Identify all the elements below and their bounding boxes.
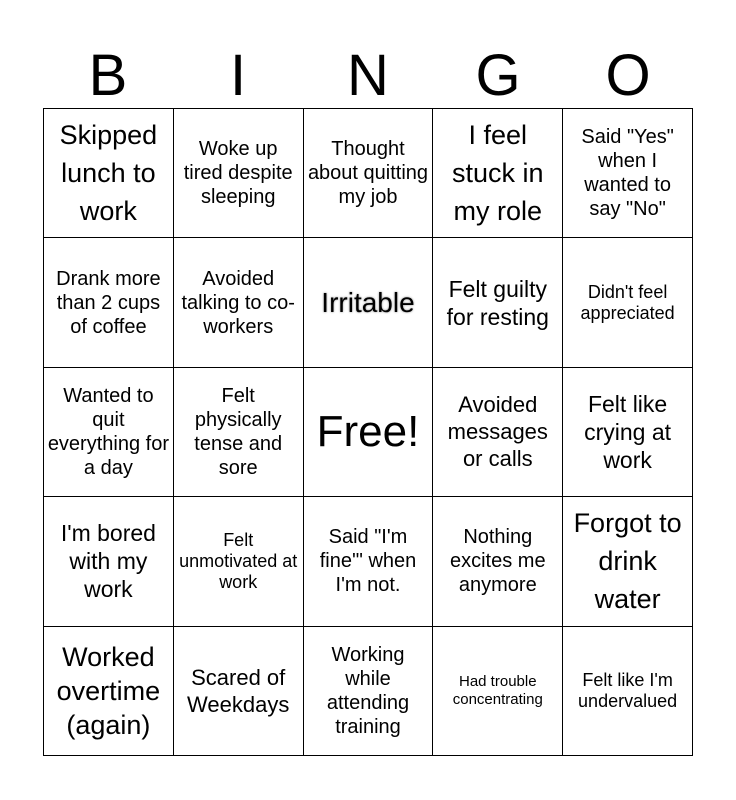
bingo-cell[interactable] — [563, 497, 693, 626]
bingo-cell[interactable] — [304, 627, 434, 756]
bingo-cell[interactable] — [433, 238, 563, 367]
cell-text: Said "I'm fine'" when I'm not. — [319, 526, 417, 597]
cell-text: I'm bored with my work — [60, 520, 156, 603]
bingo-cell[interactable] — [174, 109, 304, 238]
cell-text: Felt physically tense and sore — [194, 384, 283, 479]
cell-text: Irritable — [321, 286, 415, 318]
header-letter-o: O — [605, 43, 651, 108]
bingo-cell[interactable] — [563, 368, 693, 497]
bingo-cell[interactable] — [174, 368, 304, 497]
bingo-cell[interactable] — [44, 109, 174, 238]
cell-text: Felt guilty for resting — [446, 275, 549, 330]
bingo-cell[interactable] — [563, 238, 693, 367]
cell-text: Skipped lunch to work — [59, 120, 158, 227]
bingo-board — [43, 108, 693, 756]
cell-text: Felt unmotivated at work — [179, 529, 298, 592]
bingo-cell[interactable] — [433, 497, 563, 626]
bingo-cell[interactable] — [304, 238, 434, 367]
cell-text: Woke up tired despite sleeping — [183, 138, 293, 209]
bingo-cell[interactable] — [44, 497, 174, 626]
bingo-cell[interactable] — [433, 627, 563, 756]
bingo-cell[interactable] — [304, 109, 434, 238]
cell-text: Felt like crying at work — [584, 390, 672, 473]
bingo-cell[interactable] — [304, 497, 434, 626]
cell-text: Working while attending training — [326, 643, 410, 738]
cell-text: Forgot to drink water — [573, 508, 682, 615]
bingo-cell[interactable] — [44, 627, 174, 756]
bingo-cell[interactable] — [174, 497, 304, 626]
cell-text: Nothing excites me anymore — [449, 526, 546, 597]
cell-text: Avoided talking to co-workers — [181, 267, 295, 338]
cell-text: Scared of Weekdays — [187, 664, 290, 717]
header-letter-n: N — [347, 43, 389, 108]
bingo-header — [43, 44, 693, 108]
cell-text: Thought about quitting my job — [307, 138, 429, 209]
cell-text: Free! — [316, 406, 420, 456]
cell-text: Wanted to quit everything for a day — [47, 384, 169, 479]
bingo-cell[interactable] — [433, 368, 563, 497]
free-space[interactable] — [304, 368, 434, 497]
cell-text: Said "Yes" when I wanted to say "No" — [581, 126, 674, 221]
bingo-cell[interactable] — [44, 238, 174, 367]
cell-text: Drank more than 2 cups of coffee — [56, 267, 161, 338]
bingo-cell[interactable] — [563, 627, 693, 756]
cell-text: I feel stuck in my role — [452, 120, 544, 227]
header-letter-i: I — [229, 43, 247, 108]
cell-text: Had trouble concentrating — [452, 672, 543, 708]
cell-text: Worked overtime (again) — [56, 641, 161, 740]
bingo-cell[interactable] — [44, 368, 174, 497]
cell-text: Avoided messages or calls — [447, 392, 548, 472]
header-letter-b: B — [88, 43, 128, 108]
header-letter-g: G — [475, 43, 521, 108]
bingo-cell[interactable] — [174, 238, 304, 367]
bingo-cell[interactable] — [174, 627, 304, 756]
bingo-cell[interactable] — [563, 109, 693, 238]
cell-text: Felt like I'm undervalued — [578, 669, 678, 711]
cell-text: Didn't feel appreciated — [580, 281, 675, 323]
bingo-cell[interactable] — [433, 109, 563, 238]
